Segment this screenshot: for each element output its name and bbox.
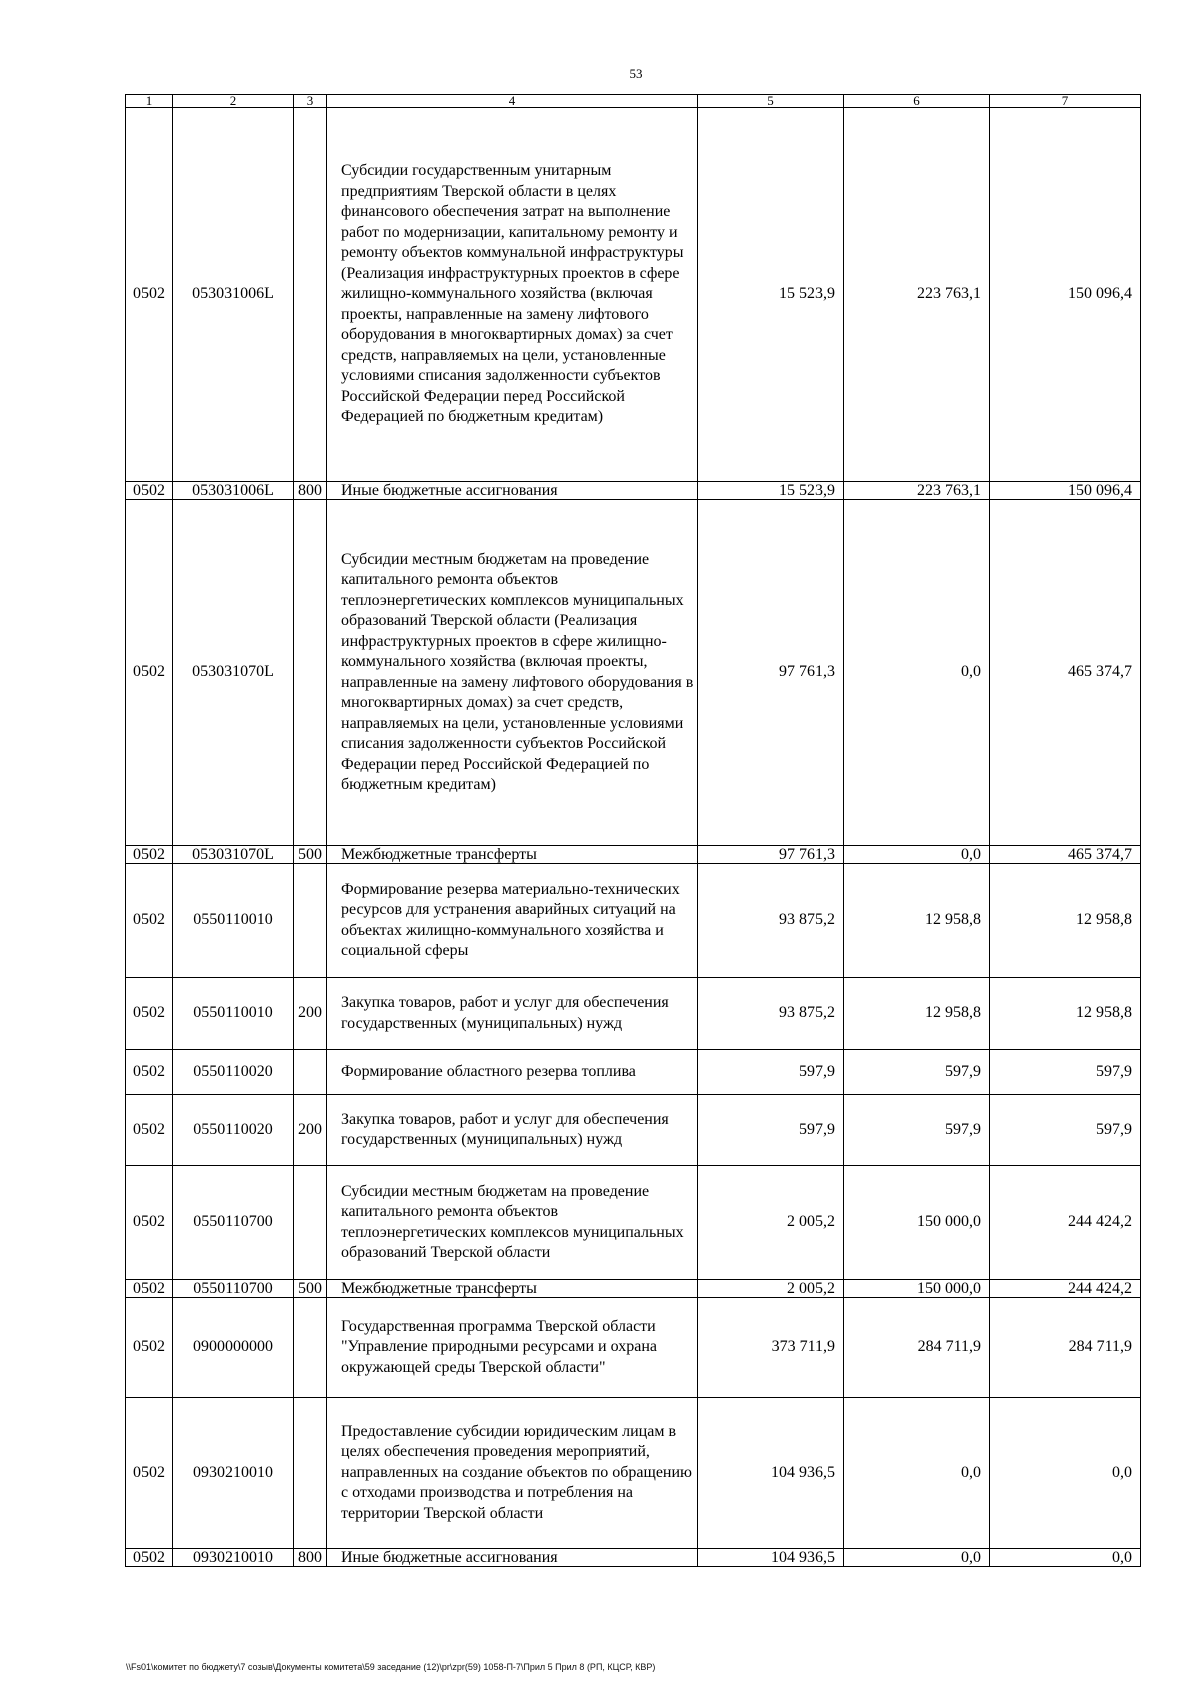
section-code: 0502 bbox=[126, 1095, 173, 1166]
col-header: 5 bbox=[698, 95, 844, 108]
table-row bbox=[126, 108, 1141, 482]
amount-col7: 12 958,8 bbox=[990, 864, 1141, 978]
item-description: Формирование резерва материально-технических ресурсов для устранения аварийных ситуаций на объектах жилищно-коммунального хозяйства и социальной сферы bbox=[327, 864, 698, 978]
amount-col5: 104 936,5 bbox=[698, 1398, 844, 1549]
expense-type-code bbox=[294, 1166, 327, 1280]
amount-col6: 150 000,0 bbox=[844, 1166, 990, 1280]
expense-type-code bbox=[294, 864, 327, 978]
item-description: Субсидии государственным унитарным предприятиям Тверской области в целях финансового обеспечения затрат на выполнение работ по модернизации, капитальному ремонту и ремонту объектов коммунальной инфраструктуры (Реализация инфраструктурных проектов в сфере жилищно-коммунального хозяйства (включая проекты, направленные на замену лифтового оборудования в многоквартирных домах) за счет средств, направляемых на цели, установленные условиями списания задолженности субъектов Российской Федерации перед Российской Федерацией по бюджетным кредитам) bbox=[327, 108, 698, 482]
table-row bbox=[126, 482, 1141, 500]
section-code: 0502 bbox=[126, 1549, 173, 1567]
item-description: Межбюджетные трансферты bbox=[327, 846, 698, 864]
section-code: 0502 bbox=[126, 846, 173, 864]
section-code: 0502 bbox=[126, 1280, 173, 1298]
target-article-code: 053031070L bbox=[173, 500, 294, 846]
amount-col5: 93 875,2 bbox=[698, 864, 844, 978]
file-path-footer: \\Fs01\комитет по бюджету\7 созыв\Документы комитета\59 заседание (12)\pr\zpr(59) 1058-П-7\Прил 5 Прил 8 (РП, КЦСР, КВР) bbox=[126, 1662, 656, 1672]
amount-col7: 150 096,4 bbox=[990, 108, 1141, 482]
item-description: Межбюджетные трансферты bbox=[327, 1280, 698, 1298]
section-code: 0502 bbox=[126, 978, 173, 1050]
item-description: Предоставление субсидии юридическим лицам в целях обеспечения проведения мероприятий, направленных на создание объектов по обращению с отходами производства и потребления на территории Тверской области bbox=[327, 1398, 698, 1549]
table-row bbox=[126, 1280, 1141, 1298]
item-description: Закупка товаров, работ и услуг для обеспечения государственных (муниципальных) нужд bbox=[327, 978, 698, 1050]
item-description: Субсидии местным бюджетам на проведение капитального ремонта объектов теплоэнергетических комплексов муниципальных образований Тверской области (Реализация инфраструктурных проектов в сфере жилищно-коммунального хозяйства (включая проекты, направленные на замену лифтового оборудования в многоквартирных домах) за счет средств, направляемых на цели, установленные условиями списания задолженности субъектов Российской Федерации перед Российской Федерацией по бюджетным кредитам) bbox=[327, 500, 698, 846]
amount-col5: 15 523,9 bbox=[698, 482, 844, 500]
col-header: 4 bbox=[327, 95, 698, 108]
amount-col5: 2 005,2 bbox=[698, 1280, 844, 1298]
amount-col6: 284 711,9 bbox=[844, 1298, 990, 1398]
expense-type-code bbox=[294, 1298, 327, 1398]
target-article-code: 0550110020 bbox=[173, 1050, 294, 1095]
expense-type-code bbox=[294, 1398, 327, 1549]
table-row bbox=[126, 864, 1141, 978]
table-row bbox=[126, 1549, 1141, 1567]
amount-col7: 597,9 bbox=[990, 1095, 1141, 1166]
col-header: 3 bbox=[294, 95, 327, 108]
expense-type-code bbox=[294, 108, 327, 482]
target-article-code: 053031006L bbox=[173, 108, 294, 482]
amount-col7: 465 374,7 bbox=[990, 846, 1141, 864]
section-code: 0502 bbox=[126, 108, 173, 482]
amount-col6: 150 000,0 bbox=[844, 1280, 990, 1298]
target-article-code: 0550110010 bbox=[173, 978, 294, 1050]
amount-col7: 12 958,8 bbox=[990, 978, 1141, 1050]
expense-type-code bbox=[294, 1050, 327, 1095]
target-article-code: 0550110020 bbox=[173, 1095, 294, 1166]
expense-type-code: 200 bbox=[294, 1095, 327, 1166]
section-code: 0502 bbox=[126, 1166, 173, 1280]
amount-col6: 0,0 bbox=[844, 1549, 990, 1567]
table-row bbox=[126, 1398, 1141, 1549]
table-row bbox=[126, 500, 1141, 846]
amount-col6: 597,9 bbox=[844, 1095, 990, 1166]
section-code: 0502 bbox=[126, 1050, 173, 1095]
amount-col7: 284 711,9 bbox=[990, 1298, 1141, 1398]
amount-col6: 223 763,1 bbox=[844, 108, 990, 482]
amount-col6: 12 958,8 bbox=[844, 978, 990, 1050]
table-row bbox=[126, 846, 1141, 864]
amount-col6: 0,0 bbox=[844, 1398, 990, 1549]
section-code: 0502 bbox=[126, 1298, 173, 1398]
amount-col6: 597,9 bbox=[844, 1050, 990, 1095]
item-description: Иные бюджетные ассигнования bbox=[327, 482, 698, 500]
amount-col5: 597,9 bbox=[698, 1095, 844, 1166]
expense-type-code: 800 bbox=[294, 1549, 327, 1567]
amount-col5: 97 761,3 bbox=[698, 500, 844, 846]
amount-col5: 104 936,5 bbox=[698, 1549, 844, 1567]
target-article-code: 0930210010 bbox=[173, 1398, 294, 1549]
target-article-code: 0550110700 bbox=[173, 1280, 294, 1298]
column-number-row bbox=[126, 95, 1141, 108]
target-article-code: 053031006L bbox=[173, 482, 294, 500]
amount-col7: 465 374,7 bbox=[990, 500, 1141, 846]
target-article-code: 0900000000 bbox=[173, 1298, 294, 1398]
amount-col5: 15 523,9 bbox=[698, 108, 844, 482]
expense-type-code: 500 bbox=[294, 1280, 327, 1298]
table-row bbox=[126, 1095, 1141, 1166]
amount-col5: 597,9 bbox=[698, 1050, 844, 1095]
item-description: Закупка товаров, работ и услуг для обеспечения государственных (муниципальных) нужд bbox=[327, 1095, 698, 1166]
expense-type-code: 500 bbox=[294, 846, 327, 864]
item-description: Формирование областного резерва топлива bbox=[327, 1050, 698, 1095]
col-header: 7 bbox=[990, 95, 1141, 108]
amount-col6: 223 763,1 bbox=[844, 482, 990, 500]
table-row bbox=[126, 1050, 1141, 1095]
expense-type-code bbox=[294, 500, 327, 846]
amount-col7: 0,0 bbox=[990, 1549, 1141, 1567]
amount-col7: 244 424,2 bbox=[990, 1166, 1141, 1280]
section-code: 0502 bbox=[126, 864, 173, 978]
amount-col6: 0,0 bbox=[844, 846, 990, 864]
col-header: 2 bbox=[173, 95, 294, 108]
amount-col5: 93 875,2 bbox=[698, 978, 844, 1050]
amount-col6: 12 958,8 bbox=[844, 864, 990, 978]
section-code: 0502 bbox=[126, 482, 173, 500]
item-description: Иные бюджетные ассигнования bbox=[327, 1549, 698, 1567]
amount-col5: 97 761,3 bbox=[698, 846, 844, 864]
col-header: 1 bbox=[126, 95, 173, 108]
page-number: 53 bbox=[629, 66, 643, 81]
target-article-code: 053031070L bbox=[173, 846, 294, 864]
item-description: Субсидии местным бюджетам на проведение капитального ремонта объектов теплоэнергетических комплексов муниципальных образований Тверской области bbox=[327, 1166, 698, 1280]
item-description: Государственная программа Тверской области "Управление природными ресурсами и охрана окружающей среды Тверской области" bbox=[327, 1298, 698, 1398]
target-article-code: 0930210010 bbox=[173, 1549, 294, 1567]
amount-col6: 0,0 bbox=[844, 500, 990, 846]
table-row bbox=[126, 1298, 1141, 1398]
amount-col5: 373 711,9 bbox=[698, 1298, 844, 1398]
section-code: 0502 bbox=[126, 500, 173, 846]
table-row bbox=[126, 978, 1141, 1050]
section-code: 0502 bbox=[126, 1398, 173, 1549]
budget-table bbox=[125, 94, 1141, 1567]
expense-type-code: 200 bbox=[294, 978, 327, 1050]
amount-col7: 244 424,2 bbox=[990, 1280, 1141, 1298]
col-header: 6 bbox=[844, 95, 990, 108]
amount-col7: 0,0 bbox=[990, 1398, 1141, 1549]
expense-type-code: 800 bbox=[294, 482, 327, 500]
amount-col7: 150 096,4 bbox=[990, 482, 1141, 500]
target-article-code: 0550110700 bbox=[173, 1166, 294, 1280]
target-article-code: 0550110010 bbox=[173, 864, 294, 978]
amount-col5: 2 005,2 bbox=[698, 1166, 844, 1280]
table-row bbox=[126, 1166, 1141, 1280]
amount-col7: 597,9 bbox=[990, 1050, 1141, 1095]
